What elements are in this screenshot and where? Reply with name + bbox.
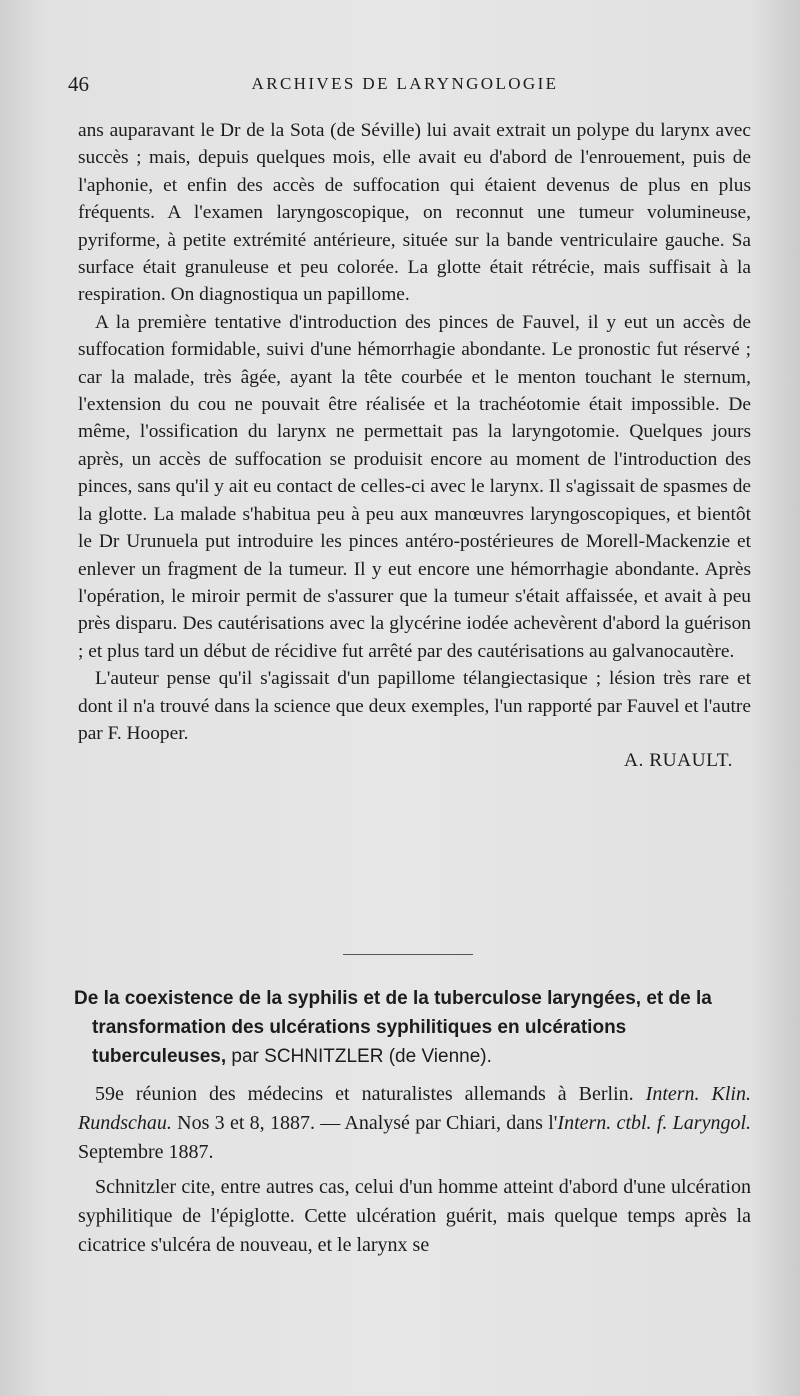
article-title-by: par xyxy=(231,1046,259,1067)
paragraph-3: L'auteur pense qu'il s'agissait d'un papillome télangiectasique ; lésion très rare et dont il n'a trouvé dans la science que deux exemples, l'un rapporté par Fauvel et l'autre par F. Hooper. xyxy=(78,668,751,744)
article-abstract xyxy=(78,1080,751,1260)
article-title-text: De la coexistence de la syphilis et de la tuberculose laryngées, et de la transformation des ulcérations syphilitiques en ulcérations tuberculeuses, xyxy=(74,988,712,1067)
running-title: ARCHIVES DE LARYNGOLOGIE xyxy=(251,74,559,93)
source-journal-2: Intern. ctbl. f. Laryngol. xyxy=(557,1112,752,1134)
source-issue: Nos 3 et 8, 1887. — Analysé par Chiari, dans l' xyxy=(177,1112,558,1134)
previous-article-text xyxy=(78,117,751,775)
source-journal: Intern. Klin. Rundschau. xyxy=(78,1083,751,1134)
source-date: Septembre 1887. xyxy=(78,1141,214,1163)
abstract-paragraph: Schnitzler cite, entre autres cas, celui d'un homme atteint d'abord d'une ulcération syphilitique de l'épiglotte. Cette ulcération guérit, mais quelque temps après la cicatrice s'ulcéra de nouveau, et le larynx se xyxy=(78,1176,751,1256)
paragraph-2: A la première tentative d'introduction des pinces de Fauvel, il y eut un accès de suffocation formidable, suivi d'une hémorrhagie abondante. Le pronostic fut réservé ; car la malade, très âgée, ayant la tête courbée et le menton touchant le sternum, l'extension du cou ne pouvait être réalisée et la trachéotomie était impossible. De même, l'ossification du larynx ne permettait pas la laryngotomie. Quelques jours après, un accès de suffocation se produisit encore au moment de l'introduction des pinces, sans qu'il y ait eu contact de celles-ci avec le larynx. Il s'agissait de spasmes de la glotte. La malade s'habitua peu à peu aux manœuvres laryngoscopiques, et bientôt le Dr Urunuela put introduire les pinces antéro-postérieures de Morell-Mackenzie et enlever un fragment de la tumeur. Il y eut encore une hémorrhagie abondante. Après l'opération, le miroir permit de s'assurer que la tumeur s'était affaissée, et avait à peu près disparu. Des cautérisations avec la glycérine iodée achevèrent d'abord la guérison ; et plus tard un début de récidive fut arrêté par des cautérisations au galvanocautère. xyxy=(78,311,751,662)
page-number: 46 xyxy=(68,72,89,96)
paragraph-1: ans auparavant le Dr de la Sota (de Séville) lui avait extrait un polype du larynx avec succès ; mais, depuis quelques mois, elle avait eu d'abord de l'enrouement, puis de l'aphonie, et enfin des accès de suffocation qui étaient devenus de plus en plus fréquents. A l'examen laryngoscopique, on reconnut une tumeur volumineuse, pyriforme, à petite extrémité antérieure, située sur la bande ventriculaire gauche. Sa surface était granuleuse et peu colorée. La glotte était rétrécie, mais suffisait à la respiration. On diagnostiqua un papillome. xyxy=(78,120,751,306)
source-prefix: 59e réunion des médecins et naturalistes allemands à Berlin. xyxy=(95,1083,634,1105)
source-line xyxy=(78,1080,751,1167)
page-header xyxy=(68,72,742,102)
signature: A. RUAULT. xyxy=(624,750,733,772)
article-author: SCHNITZLER xyxy=(264,1046,384,1067)
article-title xyxy=(74,984,762,1071)
article-author-place: (de Vienne). xyxy=(388,1046,492,1067)
section-divider xyxy=(343,954,473,955)
